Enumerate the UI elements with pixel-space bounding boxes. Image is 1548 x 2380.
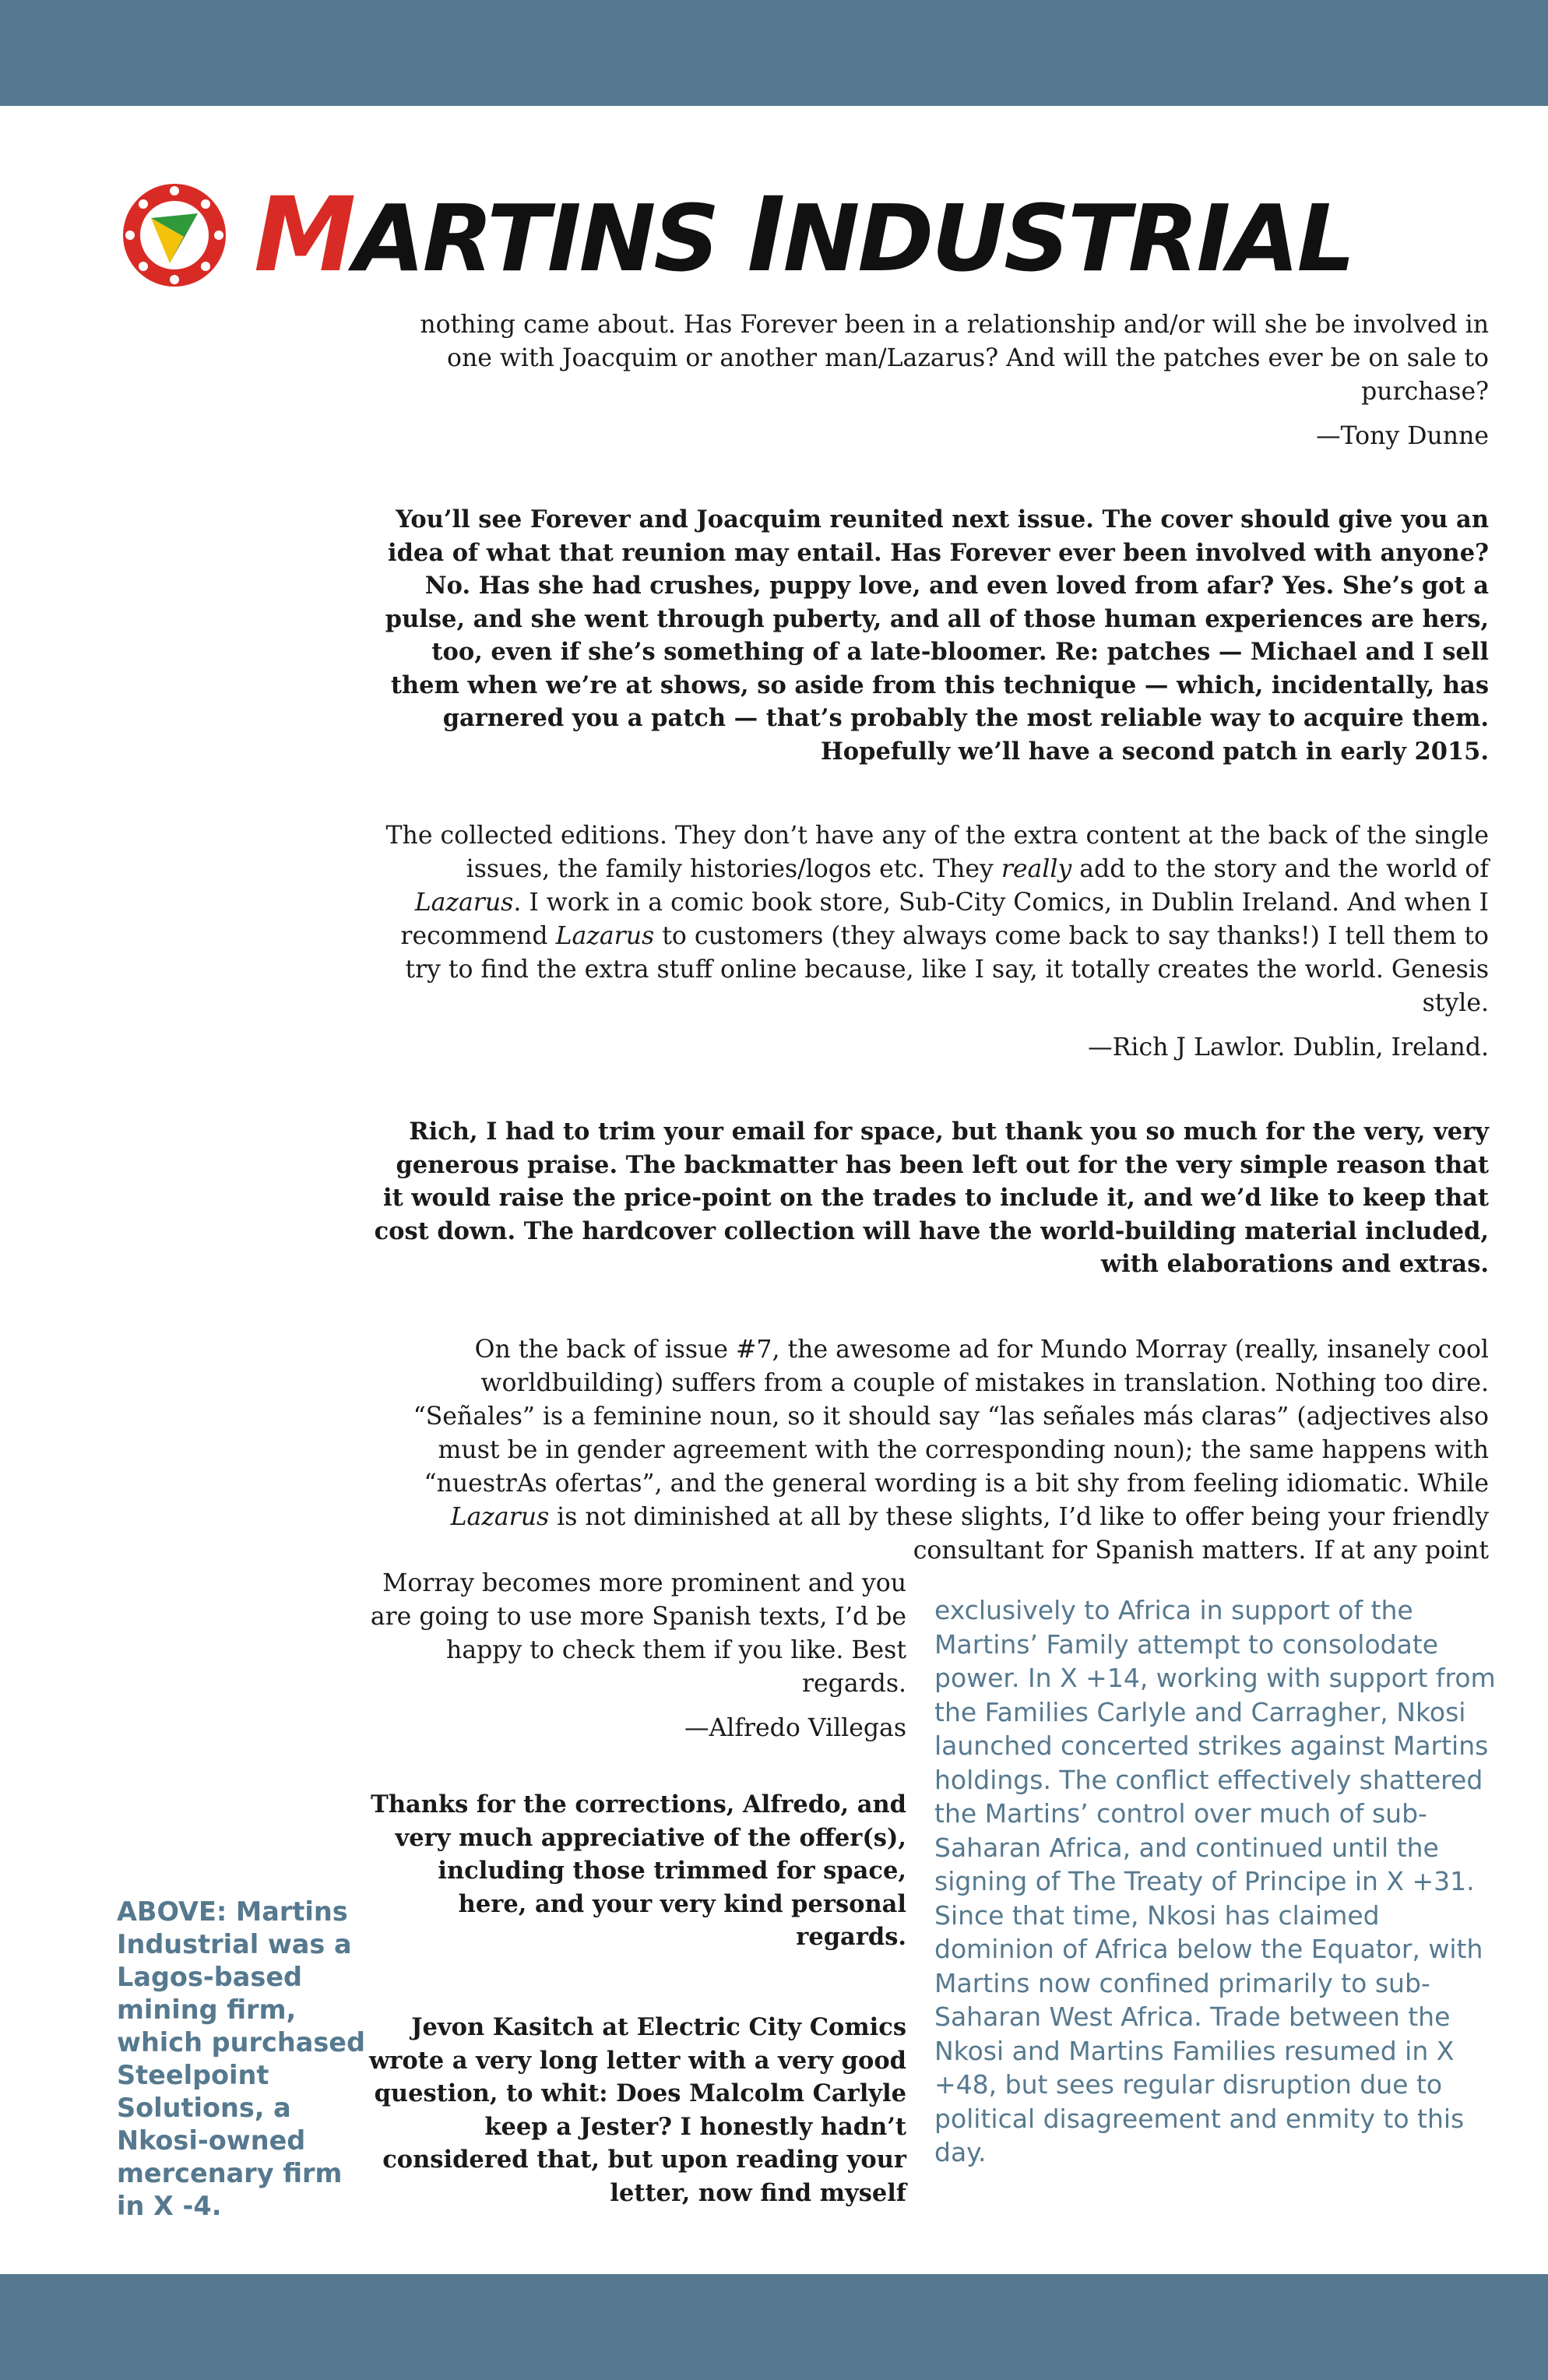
bottom-band <box>0 2274 1548 2380</box>
logo-letter-m: M <box>254 175 354 295</box>
reply-2 <box>374 1115 1489 1281</box>
logo-word-ndustrial: NDUSTRIAL <box>783 185 1353 292</box>
letter-2-body: The collected editions. They don’t have any of the extra content at the back of the single issues, the family histories/logos etc. They really add to the story and the world of Lazarus. I work in a comic book store, Sub-City Comics, in Dublin Ireland. And when I recommend Lazarus to customers (they always come back to say thanks!) I tell them to try to find the extra stuff online because, like I say, it totally creates the world. Genesis style. <box>385 822 1489 1017</box>
top-band <box>0 0 1548 106</box>
letter-1-signature: —Tony Dunne <box>1316 422 1489 450</box>
letter-3 <box>374 1333 1489 1568</box>
letter-3-body-continued: Morray becomes more prominent and you are going to use more Spanish texts, I’d be happy to check them if you like. Best regards. <box>370 1569 906 1698</box>
martins-industrial-logo <box>121 175 1492 296</box>
logo-letter-i: I <box>747 175 783 295</box>
reply-3 <box>366 1788 906 1954</box>
letter-1 <box>374 308 1489 453</box>
reply-2-body: Rich, I had to trim your email for space, but thank you so much for the very, very generous praise. The backmatter has been left out for the very simple reason that it would raise the price-point on the trades to include it, and we’d like to keep that cost down. The hardcover collection will have the world-building material included, with elaborations and extras. <box>374 1118 1489 1278</box>
reply-1 <box>374 503 1489 768</box>
reply-1-body: You’ll see Forever and Joacquim reunited next issue. The cover should give you an idea of what that reunion may entail. Has Forever ever been involved with anyone? No. Has she had crushes, puppy love, and even loved from afar? Yes. She’s got a pulse, and she went through puberty, and all of those human experiences are hers, too, even if she’s something of a late-bloomer. Re: patches — Michael and I sell them when we’re at shows, so aside from this technique — which, incidentally, has garnered you a patch — that’s probably the most reliable way to acquire them. Hopefully we’ll have a second patch in early 2015. <box>385 505 1489 766</box>
reply-4-body: Jevon Kasitch at Electric City Comics wrote a very long letter with a very good question, to whit: Does Malcolm Carlyle keep a Jester? I honestly hadn’t considered that, but upon reading your letter, now find myself <box>369 2013 906 2207</box>
reply-4 <box>366 2011 906 2209</box>
letter-2-signature: —Rich J Lawlor. Dublin, Ireland. <box>1088 1033 1489 1061</box>
logo-word-artins: ARTINS <box>354 185 748 292</box>
letter-1-body: nothing came about. Has Forever been in a relationship and/or will she be involved in one with Joacquim or another man/Lazarus? And will the patches ever be on sale to purchase? <box>420 311 1489 406</box>
letter-2 <box>374 819 1489 1065</box>
letter-3-signature: —Alfredo Villegas <box>684 1714 906 1742</box>
photo-caption: ABOVE: Martins Industrial was a Lagos-based mining firm, which purchased Steelpoint Solutions, a Nkosi-owned mercenary firm in X -4. <box>117 1896 365 2221</box>
logo-wordmark <box>254 175 1353 295</box>
letter-3-body: On the back of issue #7, the awesome ad for Mundo Morray (really, insanely cool worldbuilding) suffers from a couple of mistakes in translation. Nothing too dire. “Señales” is a feminine noun, so it should say “las señales más claras” (adjectives also must be in gender agreement with the corresponding noun); the same happens with “nuestrAs ofertas”, and the general wording is a bit shy from feeling idiomatic. While Lazarus is not diminished at all by these slights, I’d like to offer being your friendly consultant for Spanish matters. If at any point <box>413 1336 1489 1565</box>
letter-3-continued <box>366 1567 906 1745</box>
reply-3-body: Thanks for the corrections, Alfredo, and very much appreciative of the offer(s), including those trimmed for space, here, and your very kind personal regards. <box>371 1790 906 1951</box>
gear-emblem-icon <box>121 182 227 288</box>
martins-history-text: exclusively to Africa in support of the Martins’ Family attempt to consolodate power. In X +14, working with support from the Families Carlyle and Carragher, Nkosi launched concerted strikes against Martins holdings. The conflict effectively shattered the Martins’ control over much of sub-Saharan Africa, and continued until the signing of The Treaty of Principe in X +31. Since that time, Nkosi has claimed dominion of Africa below the Equator, with Martins now confined primarily to sub-Saharan West Africa. Trade between the Nkosi and Martins Families resumed in X +48, but sees regular disruption due to political disagreement and enmity to this day. <box>934 1595 1496 2167</box>
